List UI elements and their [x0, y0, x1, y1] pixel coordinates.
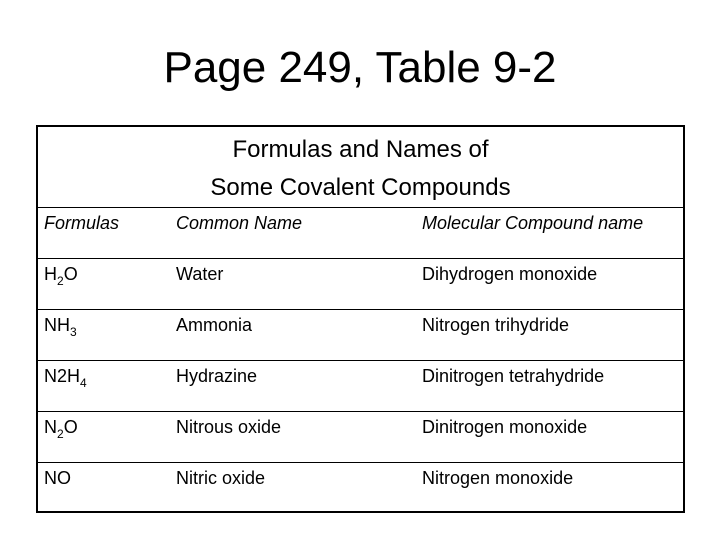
molecular-name-cell: Dinitrogen tetrahydride — [422, 366, 605, 386]
page-title: Page 249, Table 9-2 — [163, 43, 557, 92]
table-row — [38, 360, 683, 411]
common-name-cell: Nitrous oxide — [176, 417, 282, 437]
common-name-cell: Ammonia — [176, 315, 253, 335]
formula-cell — [44, 463, 170, 513]
table-header-row — [38, 207, 683, 258]
formula-main: NH — [44, 315, 70, 335]
formula-cell — [44, 412, 170, 462]
molecular-name-cell: Nitrogen monoxide — [422, 468, 574, 488]
table-row — [38, 258, 683, 309]
formula-subscript: 2 — [57, 274, 64, 288]
formula-main: N2H — [44, 366, 81, 386]
common-name-cell: Water — [176, 264, 224, 284]
table-row — [38, 309, 683, 360]
table-row — [38, 411, 683, 462]
table-caption — [38, 127, 683, 207]
formula-subscript: 4 — [80, 376, 87, 390]
compounds-table — [36, 125, 685, 513]
formula-subscript: 2 — [57, 427, 64, 441]
formula-cell — [44, 259, 170, 309]
formula-subscript: 3 — [70, 325, 77, 339]
caption-line-1: Formulas and Names of — [232, 136, 489, 163]
header-molecular-name: Molecular Compound name — [422, 213, 644, 233]
formula-main: NO — [44, 468, 71, 488]
formula-cell — [44, 310, 170, 360]
caption-line-2: Some Covalent Compounds — [210, 174, 511, 201]
common-name-cell: Hydrazine — [176, 366, 258, 386]
formula-tail: O — [63, 264, 78, 284]
formula-main: N — [44, 417, 57, 437]
header-common-name: Common Name — [176, 213, 303, 233]
formula-tail: O — [63, 417, 78, 437]
header-formulas: Formulas — [44, 213, 120, 233]
table-row — [38, 462, 683, 513]
common-name-cell: Nitric oxide — [176, 468, 266, 488]
formula-main: H — [44, 264, 57, 284]
molecular-name-cell: Dihydrogen monoxide — [422, 264, 598, 284]
molecular-name-cell: Nitrogen trihydride — [422, 315, 570, 335]
formula-cell — [44, 361, 170, 411]
molecular-name-cell: Dinitrogen monoxide — [422, 417, 588, 437]
